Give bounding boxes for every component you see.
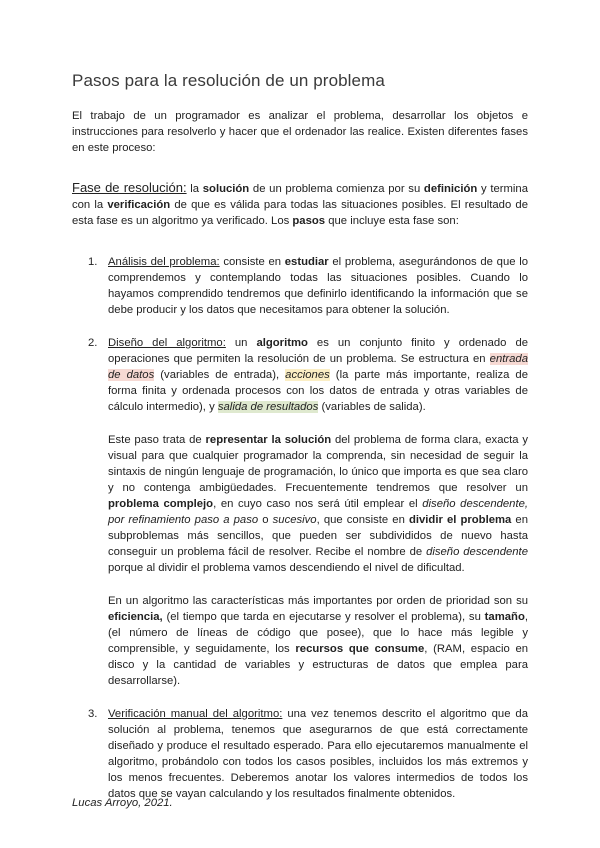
highlight-entrada: entrada de datos xyxy=(108,353,528,381)
item-label: Verificación manual del algoritmo: xyxy=(108,708,283,720)
page-title: Pasos para la resolución de un problema xyxy=(72,71,385,90)
list-number: 2. xyxy=(88,337,98,349)
list-item-verificacion: 3. Verificación manual del algoritmo: una vez tenemos descrito el algoritmo que da solución al problema, tenemos que asegurarnos de que está correctamente diseñado y produce el resultado esperado. Para ello ejecutaremos manualmente el algoritmo, probándolo con todos los casos posibles, incluidos los más extremos y los menos frecuentes. Deberemos anotar los valores intermedios de todos los datos que se vayan calculando y los resultados finalmente obtenidos. xyxy=(88,708,528,800)
fase-title: Fase de resolución: xyxy=(72,180,187,195)
diseno-paragraph-3: En un algoritmo las características más importantes por orden de prioridad son su eficiencia, (el tiempo que tarda en ejecutarse y resolver el problema), su tamaño, (el número de líneas de código que posee), que lo hace más legible y comprensible, y seguidamente, los recursos que consume, (RAM, espacio en disco y la cantidad de variables y estructuras de datos que emplea para desarrollarse). xyxy=(108,595,529,687)
list-number: 1. xyxy=(88,256,98,268)
list-number: 3. xyxy=(88,708,98,720)
highlight-acciones: acciones xyxy=(285,369,330,381)
list-item-diseno: 2. Diseño del algoritmo: un algoritmo es un conjunto finito y ordenado de operaciones que permiten la resolución de un problema. Se estructura en entrada de datos (variables de entrada), acciones (la parte más importante, realiza de forma finita y ordenada procesos con los datos de entrada y otras variables de cálculo intermedio), y salida de resultados (variables de salida). Este paso trata de representar la solución del problema de forma clara, exacta y visual para que cualquier programador la comprenda, sin necesidad de seguir la sintaxis de ningún lenguaje de programación, lo único que importa es que sea claro y no contenga ambigüedades. Frecuentemente tendremos que resolver un problema complejo, en cuyo caso nos será útil emplear el diseño descendente, por refinamiento paso a paso o sucesivo, que consiste en dividir el problema en subproblemas más sencillos, que pueden ser subdivididos de nuevo hasta conseguir un problema fácil de resolver. Recibe el nombre de diseño descendente porque al dividir el problema vamos descendiendo el nivel de dificultad. En un algoritmo las características más importantes por orden de prioridad son su eficiencia, (el tiempo que tarda en ejecutarse y resolver el problema), su tamaño, (el número de líneas de código que posee), que lo hace más legible y comprensible, y seguidamente, los recursos que consume, (RAM, espacio en disco y la cantidad de variables y estructuras de datos que emplea para desarrollarse). xyxy=(88,337,529,687)
diseno-paragraph-2: Este paso trata de representar la solución del problema de forma clara, exacta y visual para que cualquier programador la comprenda, sin necesidad de seguir la sintaxis de ningún lenguaje de programación, lo único que importa es que sea claro y no contenga ambigüedades. Frecuentemente tendremos que resolver un problema complejo, en cuyo caso nos será útil emplear el diseño descendente, por refinamiento paso a paso o sucesivo, que consiste en dividir el problema en subproblemas más sencillos, que pueden ser subdivididos de nuevo hasta conseguir un problema fácil de resolver. Recibe el nombre de diseño descendente porque al dividir el problema vamos descendiendo el nivel de dificultad. xyxy=(108,434,529,574)
intro-paragraph: El trabajo de un programador es analizar el problema, desarrollar los objetos e instrucciones para resolverlo y hacer que el ordenador las realice. Existen diferentes fases en este proceso: xyxy=(72,110,528,154)
highlight-salida: salida de resultados xyxy=(217,401,319,413)
fase-paragraph: Fase de resolución: la solución de un problema comienza por su definición y termina con la verificación de que es válida para todas las situaciones posibles. El resultado de esta fase es un algoritmo ya verificado. Los pasos que incluye esta fase son: xyxy=(72,180,528,227)
item-label: Análisis del problema: xyxy=(108,256,220,268)
item-label: Diseño del algoritmo: xyxy=(108,337,226,349)
footer-author: Lucas Arroyo, 2021. xyxy=(72,797,173,809)
list-item-analisis: 1. Análisis del problema: consiste en estudiar el problema, asegurándonos de que lo comprendemos y contemplando todas las situaciones posibles. Cuando lo hayamos comprendido tendremos que definirlo identificando la información que se debe producir y los datos que necesitamos para obtener la solución. xyxy=(88,256,529,316)
steps-list xyxy=(88,254,528,802)
